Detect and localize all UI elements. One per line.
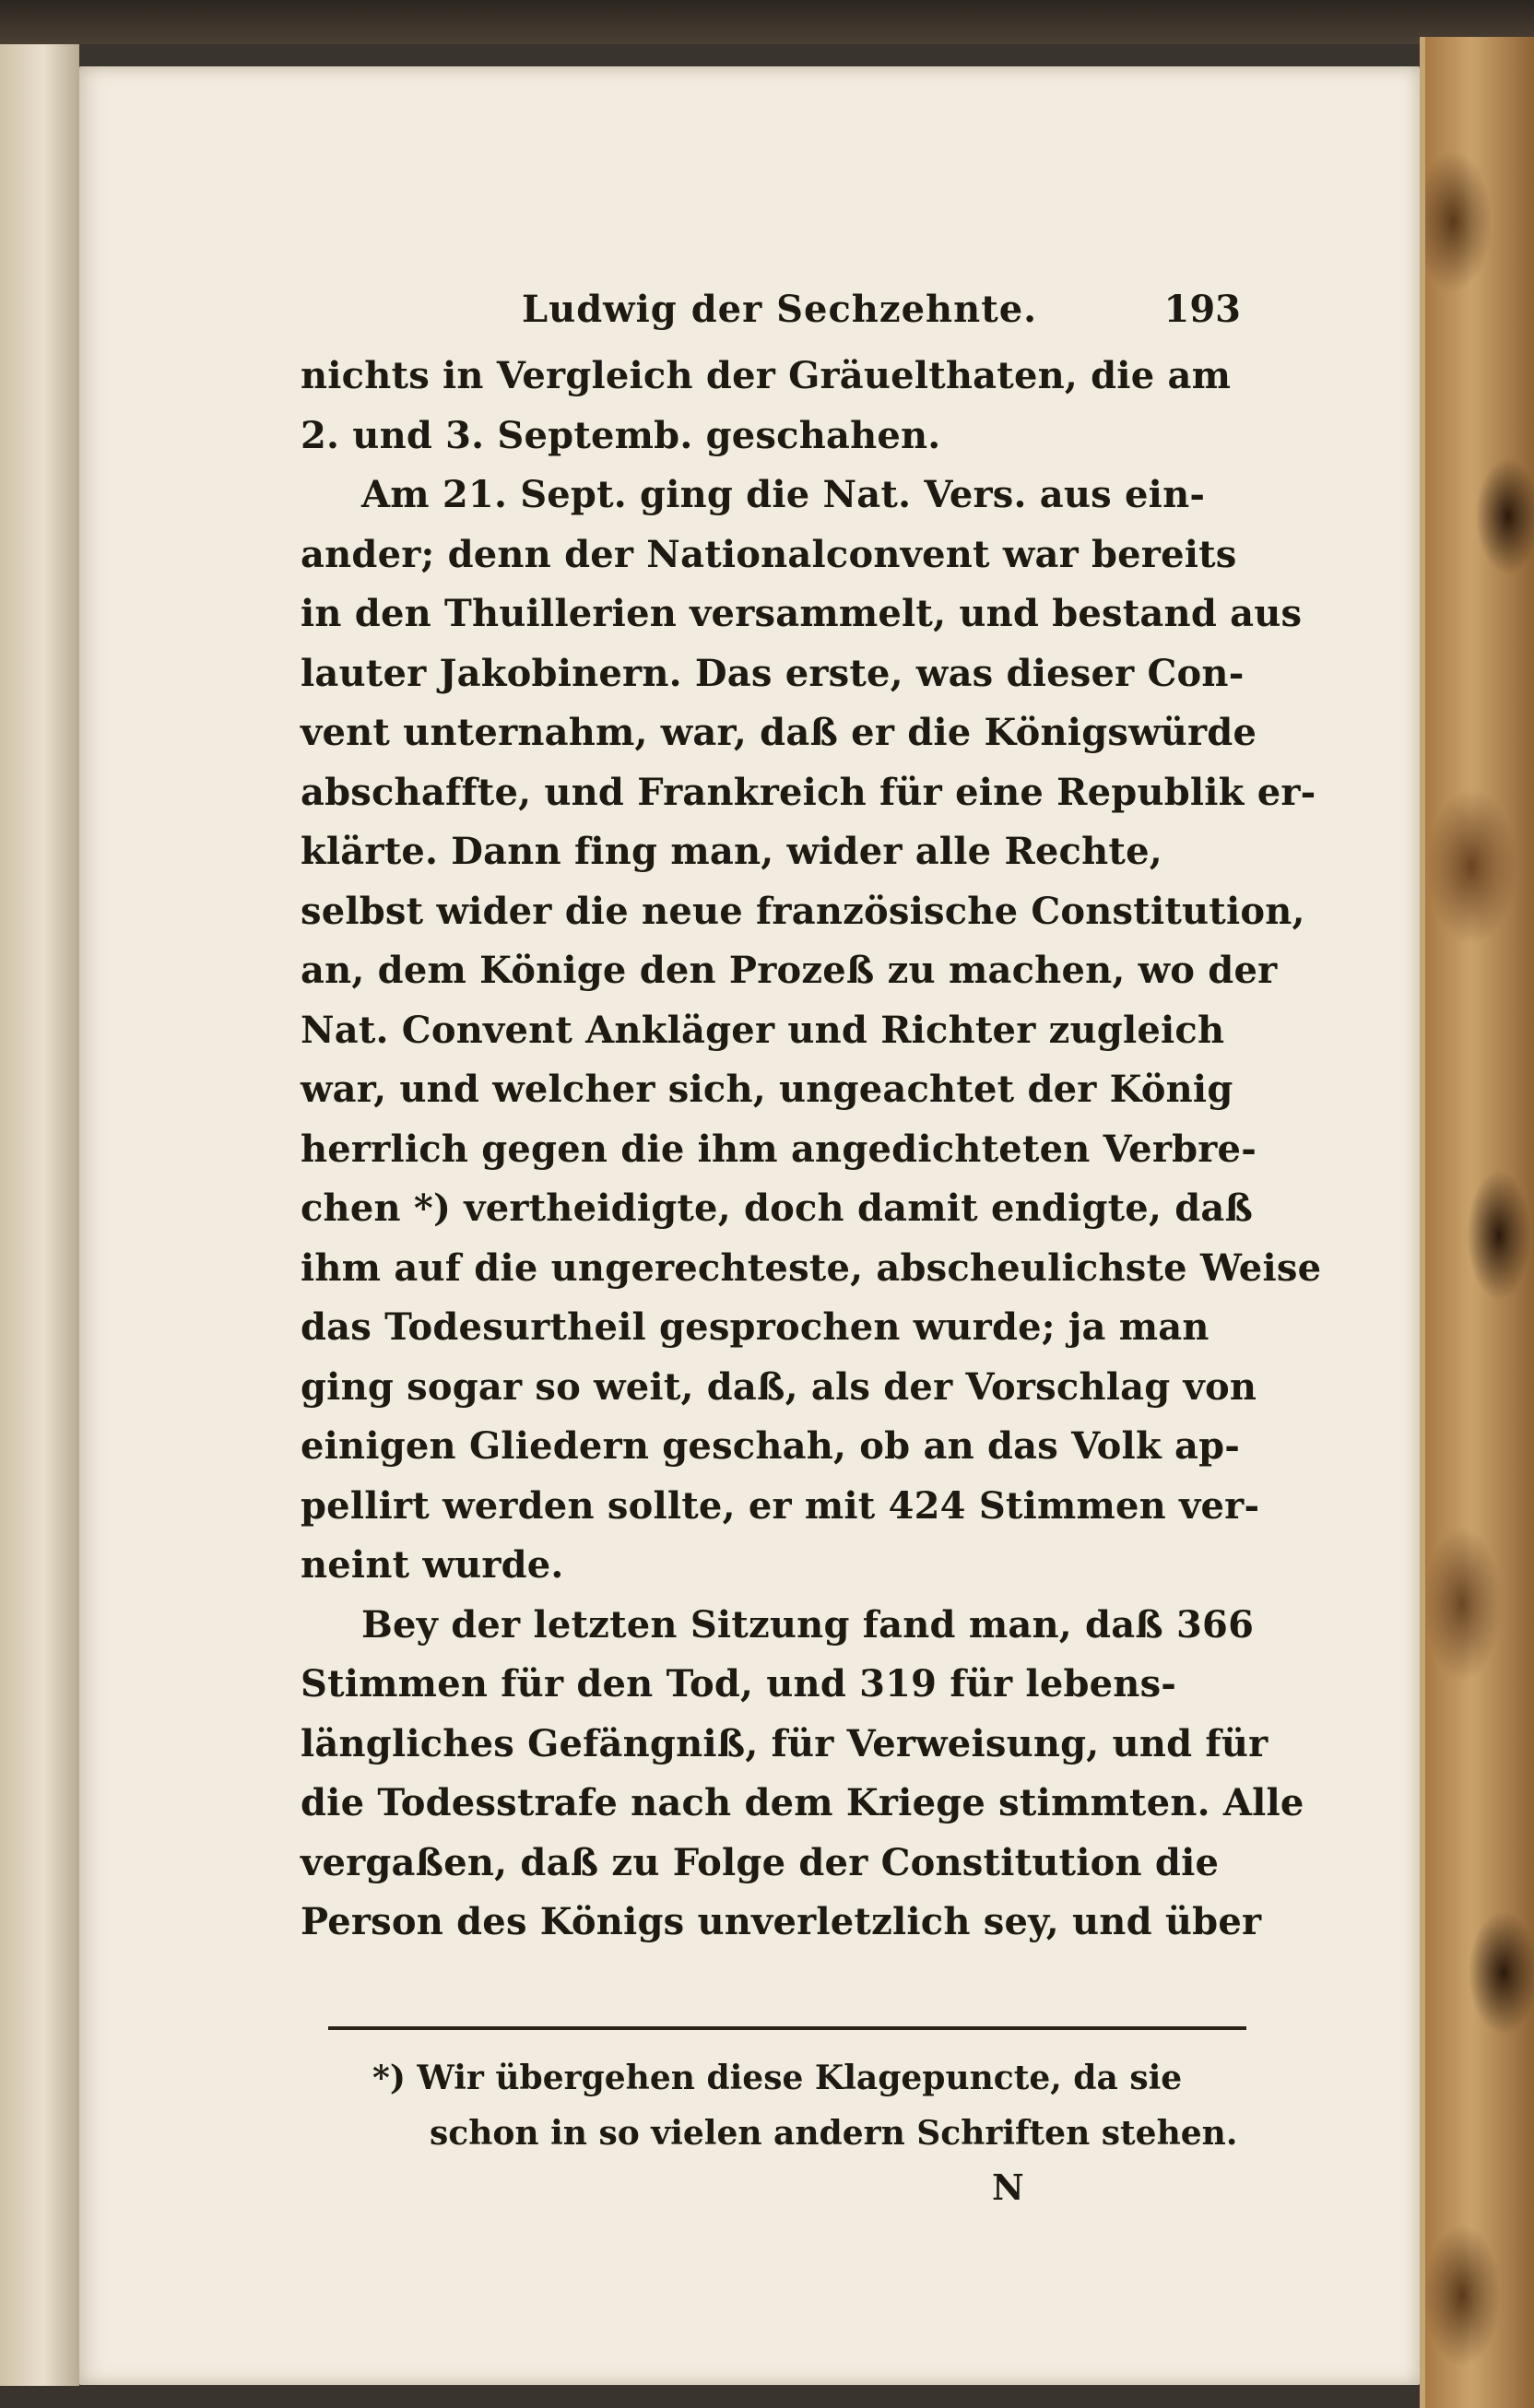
footnote-line: schon in so vielen andern Schriften stehen. <box>430 2114 1238 2153</box>
text-line: Nat. Convent Ankläger und Richter zugleich <box>301 1008 1225 1052</box>
text-line: neint wurde. <box>301 1543 564 1587</box>
paragraph-2 <box>301 466 1322 1596</box>
text-line: an, dem Könige den Prozeß zu machen, wo der <box>301 949 1278 992</box>
running-head-title: Ludwig der Sechzehnte. <box>522 288 1038 331</box>
catchword: N <box>992 2166 1024 2208</box>
text-line: ging sogar so weit, daß, als der Vorschlag von <box>301 1364 1257 1409</box>
footnote <box>372 2050 1237 2161</box>
text-line: selbst wider die neue französische Constitution, <box>301 889 1305 933</box>
text-line: war, und welcher sich, ungeachtet der König <box>301 1068 1233 1111</box>
marbled-cover <box>1420 37 1534 2408</box>
text-line: herrlich gegen die ihm angedichteten Verbre- <box>301 1127 1257 1171</box>
text-line: Person des Königs unverletzlich sey, und über <box>301 1900 1262 1943</box>
text-line: nichts in Vergleich der Gräuelthaten, die am <box>301 354 1232 397</box>
text-line: 2. und 3. Septemb. geschahen. <box>301 413 941 457</box>
text-line: pellirt werden sollte, er mit 424 Stimmen ver- <box>301 1483 1260 1528</box>
text-line: Bey der letzten Sitzung fand man, daß 366 <box>361 1602 1255 1647</box>
text-block <box>301 288 1322 1953</box>
page-number: 193 <box>1163 288 1241 331</box>
paragraph-1 <box>301 347 1259 466</box>
text-line: vergaßen, daß zu Folge der Constitution die <box>301 1840 1220 1884</box>
text-line: abschaffte, und Frankreich für eine Republik er- <box>301 770 1316 814</box>
text-line: das Todesurtheil gesprochen wurde; ja man <box>301 1305 1210 1349</box>
text-line: in den Thuillerien versammelt, und bestand aus <box>301 592 1303 635</box>
background-strip <box>0 0 1534 44</box>
text-line: Am 21. Sept. ging die Nat. Vers. aus ein- <box>361 473 1206 516</box>
text-line: die Todesstrafe nach dem Kriege stimmten. Alle <box>301 1781 1304 1824</box>
text-line: längliches Gefängniß, für Verweisung, und für <box>301 1721 1268 1765</box>
text-line: klärte. Dann fing man, wider alle Rechte, <box>301 830 1162 873</box>
text-line: vent unternahm, war, daß er die Königswürde <box>301 711 1257 754</box>
text-line: einigen Gliedern geschah, ob an das Volk ap- <box>301 1424 1241 1468</box>
book-page <box>79 66 1420 2385</box>
paragraph-3 <box>301 1596 1304 1953</box>
text-line: ander; denn der Nationalconvent war bereits <box>301 532 1237 576</box>
text-line: ihm auf die ungerechteste, abscheulichste Weise <box>301 1245 1322 1290</box>
footnote-line: *) Wir übergehen diese Klagepuncte, da sie <box>372 2059 1183 2097</box>
facing-page-edge <box>0 44 79 2386</box>
running-head <box>301 288 1259 347</box>
text-line: lauter Jakobinern. Das erste, was dieser Con- <box>301 651 1245 695</box>
text-line: Stimmen für den Tod, und 319 für lebens- <box>301 1662 1177 1706</box>
text-line: chen *) vertheidigte, doch damit endigte, daß <box>301 1186 1254 1230</box>
footnote-rule <box>328 2026 1246 2030</box>
